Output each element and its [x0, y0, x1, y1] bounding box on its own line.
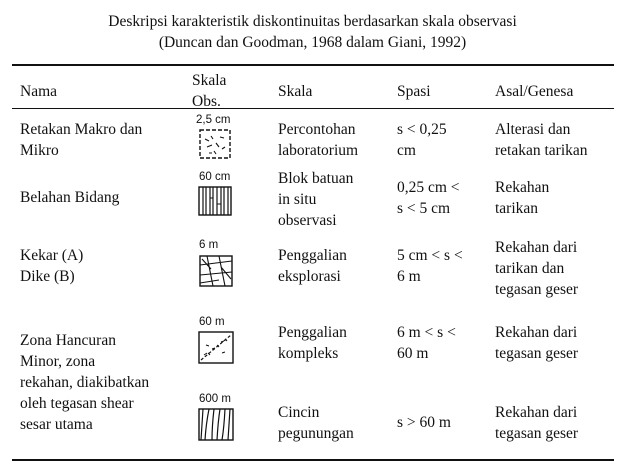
row4-asal-1: Rekahan dari [495, 324, 578, 341]
row5-spasi-1: s > 60 m [397, 414, 451, 431]
row2-asal-1: Rekahan [495, 179, 550, 196]
header-rule [12, 108, 614, 109]
header-asal: Asal/Genesa [495, 83, 574, 100]
row5-skala-1: Cincin [278, 404, 320, 421]
row1-nama-1: Retakan Makro dan [20, 121, 143, 138]
row1-skala-2: laboratorium [278, 142, 359, 159]
row3-asal-1: Rekahan dari [495, 239, 578, 256]
row4-nama-5: sesar utama [20, 416, 93, 433]
fracture-zone-icon [198, 331, 234, 364]
row5-skala-2: pegunungan [278, 425, 354, 442]
row1-nama-2: Mikro [20, 142, 59, 159]
row3-spasi-1: 5 cm < s < [397, 247, 463, 264]
row2-skala-3: observasi [278, 212, 337, 229]
microcrack-sample-icon [199, 129, 231, 159]
table-source: (Duncan dan Goodman, 1968 dalam Giani, 1992) [158, 34, 467, 51]
header-spasi: Spasi [397, 83, 431, 100]
joint-set-icon [199, 255, 233, 287]
row5-asal-1: Rekahan dari [495, 404, 578, 421]
row2-skala-1: Blok batuan [278, 170, 354, 187]
header-nama: Nama [20, 83, 58, 100]
header-skala-obs-1: Skala [192, 72, 227, 89]
table-title: Deskripsi karakteristik diskontinuitas berdasarkan skala observasi [108, 13, 517, 30]
header-skala-obs-2: Obs. [192, 93, 221, 110]
row2-spasi-2: s < 5 cm [397, 200, 451, 217]
row1-asal-2: retakan tarikan [495, 142, 588, 159]
row5-scale-label: 600 m [199, 393, 231, 405]
row3-spasi-2: 6 m [397, 268, 421, 285]
row4-nama-2: Minor, zona [20, 353, 96, 370]
row4-spasi-1: 6 m < s < [397, 324, 456, 341]
row5-asal-2: tegasan geser [495, 425, 579, 442]
row1-skala-1: Percontohan [278, 121, 356, 138]
bottom-rule [12, 459, 614, 461]
row1-asal-1: Alterasi dan [495, 121, 571, 138]
row4-nama-3: rekahan, diakibatkan [20, 374, 150, 391]
row3-nama-1: Kekar (A) [20, 247, 84, 264]
row3-nama-2: Dike (B) [20, 268, 75, 285]
row4-nama-4: oleh tegasan shear [20, 395, 134, 412]
row3-skala-2: eksplorasi [278, 268, 341, 285]
row4-nama-1: Zona Hancuran [20, 332, 116, 349]
row3-asal-2: tarikan dan [495, 260, 565, 277]
row3-scale-label: 6 m [199, 239, 219, 251]
fault-zone-icon [198, 408, 234, 441]
top-rule [12, 64, 614, 66]
row2-scale-label: 60 cm [199, 171, 231, 183]
row2-spasi-1: 0,25 cm < [397, 179, 460, 196]
row2-asal-2: tarikan [495, 200, 539, 217]
row2-skala-2: in situ [278, 191, 317, 208]
row2-nama-1: Belahan Bidang [20, 189, 120, 206]
row4-skala-1: Penggalian [278, 324, 347, 341]
row4-asal-2: tegasan geser [495, 345, 579, 362]
row4-skala-2: kompleks [278, 345, 339, 362]
bedding-planes-icon [198, 186, 232, 216]
row1-scale-label: 2,5 cm [196, 114, 231, 126]
row4-scale-label: 60 m [199, 316, 225, 328]
row3-asal-3: tegasan geser [495, 281, 579, 298]
row3-skala-1: Penggalian [278, 247, 347, 264]
row4-spasi-2: 60 m [397, 345, 429, 362]
header-skala: Skala [278, 83, 313, 100]
row1-spasi-2: cm [397, 142, 416, 159]
row1-spasi-1: s < 0,25 [397, 121, 447, 138]
